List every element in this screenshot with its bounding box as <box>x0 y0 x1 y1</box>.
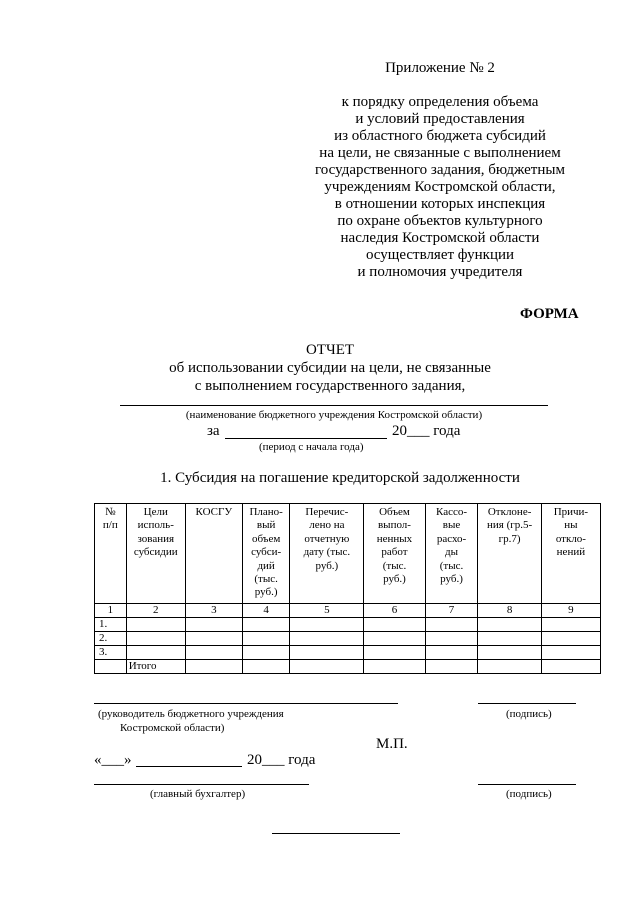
col-header-purpose: Цели исполь- зования субсидии <box>126 504 185 604</box>
total-row <box>95 660 601 674</box>
table-cell[interactable] <box>126 618 185 632</box>
column-number: 2 <box>126 604 185 618</box>
table-cell[interactable] <box>425 632 478 646</box>
row-number: 3. <box>95 646 127 660</box>
row-number: 2. <box>95 632 127 646</box>
appendix-line: наследия Костромской области <box>340 230 540 246</box>
table-cell[interactable] <box>242 646 290 660</box>
appendix-line: по охране объектов культурного <box>337 213 543 229</box>
appendix-text <box>300 94 580 281</box>
institution-caption: (наименование бюджетного учреждения Костромской области) <box>185 409 483 421</box>
report-subtitle-2: с выполнением государственного задания, <box>194 378 466 394</box>
table-cell[interactable] <box>290 632 364 646</box>
bottom-line <box>272 833 400 834</box>
column-number: 5 <box>290 604 364 618</box>
accountant-sign-line[interactable] <box>478 784 576 785</box>
signature-caption-2: (подпись) <box>506 788 552 800</box>
table-cell[interactable] <box>364 660 425 674</box>
table-row <box>95 632 601 646</box>
table-cell[interactable] <box>185 646 242 660</box>
table-cell[interactable] <box>185 632 242 646</box>
head-signature-line[interactable] <box>94 703 398 704</box>
period-caption: (период с начала года) <box>259 441 364 453</box>
table-cell[interactable] <box>185 618 242 632</box>
column-number: 7 <box>425 604 478 618</box>
head-caption-2: Костромской области) <box>120 722 225 734</box>
table-cell[interactable] <box>242 618 290 632</box>
appendix-title: Приложение № 2 <box>385 60 495 76</box>
period-year: 20___ года <box>392 423 461 439</box>
appendix-line: и условий предоставления <box>355 111 525 127</box>
column-number: 4 <box>242 604 290 618</box>
appendix-line: государственного задания, бюджетным <box>315 162 565 178</box>
appendix-line: на цели, не связанные с выполнением <box>319 145 561 161</box>
table-cell[interactable] <box>290 618 364 632</box>
report-subtitle-1: об использовании субсидии на цели, не связанные <box>169 360 491 376</box>
col-header-transferred: Перечис- лено на отчетную дату (тыс. руб.) <box>290 504 364 604</box>
table-row <box>95 646 601 660</box>
table-cell[interactable] <box>364 618 425 632</box>
seal-label: М.П. <box>376 736 408 752</box>
table-cell[interactable] <box>425 660 478 674</box>
signature-caption: (подпись) <box>506 708 552 720</box>
period-prefix: за <box>207 423 220 439</box>
table-cell[interactable] <box>425 646 478 660</box>
date-year: 20___ года <box>247 752 316 768</box>
table-cell[interactable] <box>126 646 185 660</box>
total-label: Итого <box>126 660 185 674</box>
table-cell[interactable] <box>541 618 600 632</box>
appendix-line: учреждениям Костромской области, <box>324 179 556 195</box>
appendix-line: из областного бюджета субсидий <box>334 128 546 144</box>
table-cell[interactable] <box>185 660 242 674</box>
appendix-line: осуществляет функции <box>365 247 515 263</box>
col-header-kosgu: КОСГУ <box>185 504 242 604</box>
date-month-field[interactable] <box>136 766 242 767</box>
column-number: 3 <box>185 604 242 618</box>
table-cell[interactable] <box>290 646 364 660</box>
table-cell[interactable] <box>126 632 185 646</box>
column-number: 6 <box>364 604 425 618</box>
appendix-line: к порядку определения объема <box>341 94 539 110</box>
table-cell[interactable] <box>541 646 600 660</box>
accountant-caption: (главный бухгалтер) <box>150 788 246 800</box>
table-cell[interactable] <box>290 660 364 674</box>
row-number: 1. <box>95 618 127 632</box>
table-cell[interactable] <box>478 660 541 674</box>
table-cell <box>95 660 127 674</box>
table-cell[interactable] <box>541 632 600 646</box>
col-header-planned: Плано- вый объем субси- дий (тыс. руб.) <box>242 504 290 604</box>
column-number-row <box>95 604 601 618</box>
table-cell[interactable] <box>478 646 541 660</box>
column-number: 1 <box>95 604 127 618</box>
table-cell[interactable] <box>478 618 541 632</box>
col-header-deviation: Отклоне- ния (гр.5- гр.7) <box>478 504 541 604</box>
table-cell[interactable] <box>478 632 541 646</box>
col-header-number: № п/п <box>95 504 127 604</box>
head-sign-line[interactable] <box>478 703 576 704</box>
appendix-line: в отношении которых инспекция <box>334 196 546 212</box>
subsidy-table <box>94 503 601 674</box>
institution-name-field[interactable] <box>120 405 548 406</box>
period-field[interactable] <box>225 438 387 439</box>
table-cell[interactable] <box>425 618 478 632</box>
section-title: 1. Субсидия на погашение кредиторской задолженности <box>160 470 520 486</box>
appendix-line: и полномочия учредителя <box>357 264 523 280</box>
table-cell[interactable] <box>541 660 600 674</box>
table-cell[interactable] <box>242 632 290 646</box>
col-header-cash-expenses: Кассо- вые расхо- ды (тыс. руб.) <box>425 504 478 604</box>
accountant-signature-line[interactable] <box>94 784 309 785</box>
table-cell[interactable] <box>364 646 425 660</box>
report-title: ОТЧЕТ <box>305 342 355 358</box>
table-cell[interactable] <box>242 660 290 674</box>
date-day: «___» <box>94 752 132 768</box>
form-label: ФОРМА <box>520 306 579 322</box>
table-header-row <box>95 504 601 604</box>
head-caption-1: (руководитель бюджетного учреждения <box>98 708 284 720</box>
table-row <box>95 618 601 632</box>
col-header-works-volume: Объем выпол- ненных работ (тыс. руб.) <box>364 504 425 604</box>
column-number: 8 <box>478 604 541 618</box>
table-cell[interactable] <box>364 632 425 646</box>
column-number: 9 <box>541 604 600 618</box>
col-header-reasons: Причи- ны откло- нений <box>541 504 600 604</box>
